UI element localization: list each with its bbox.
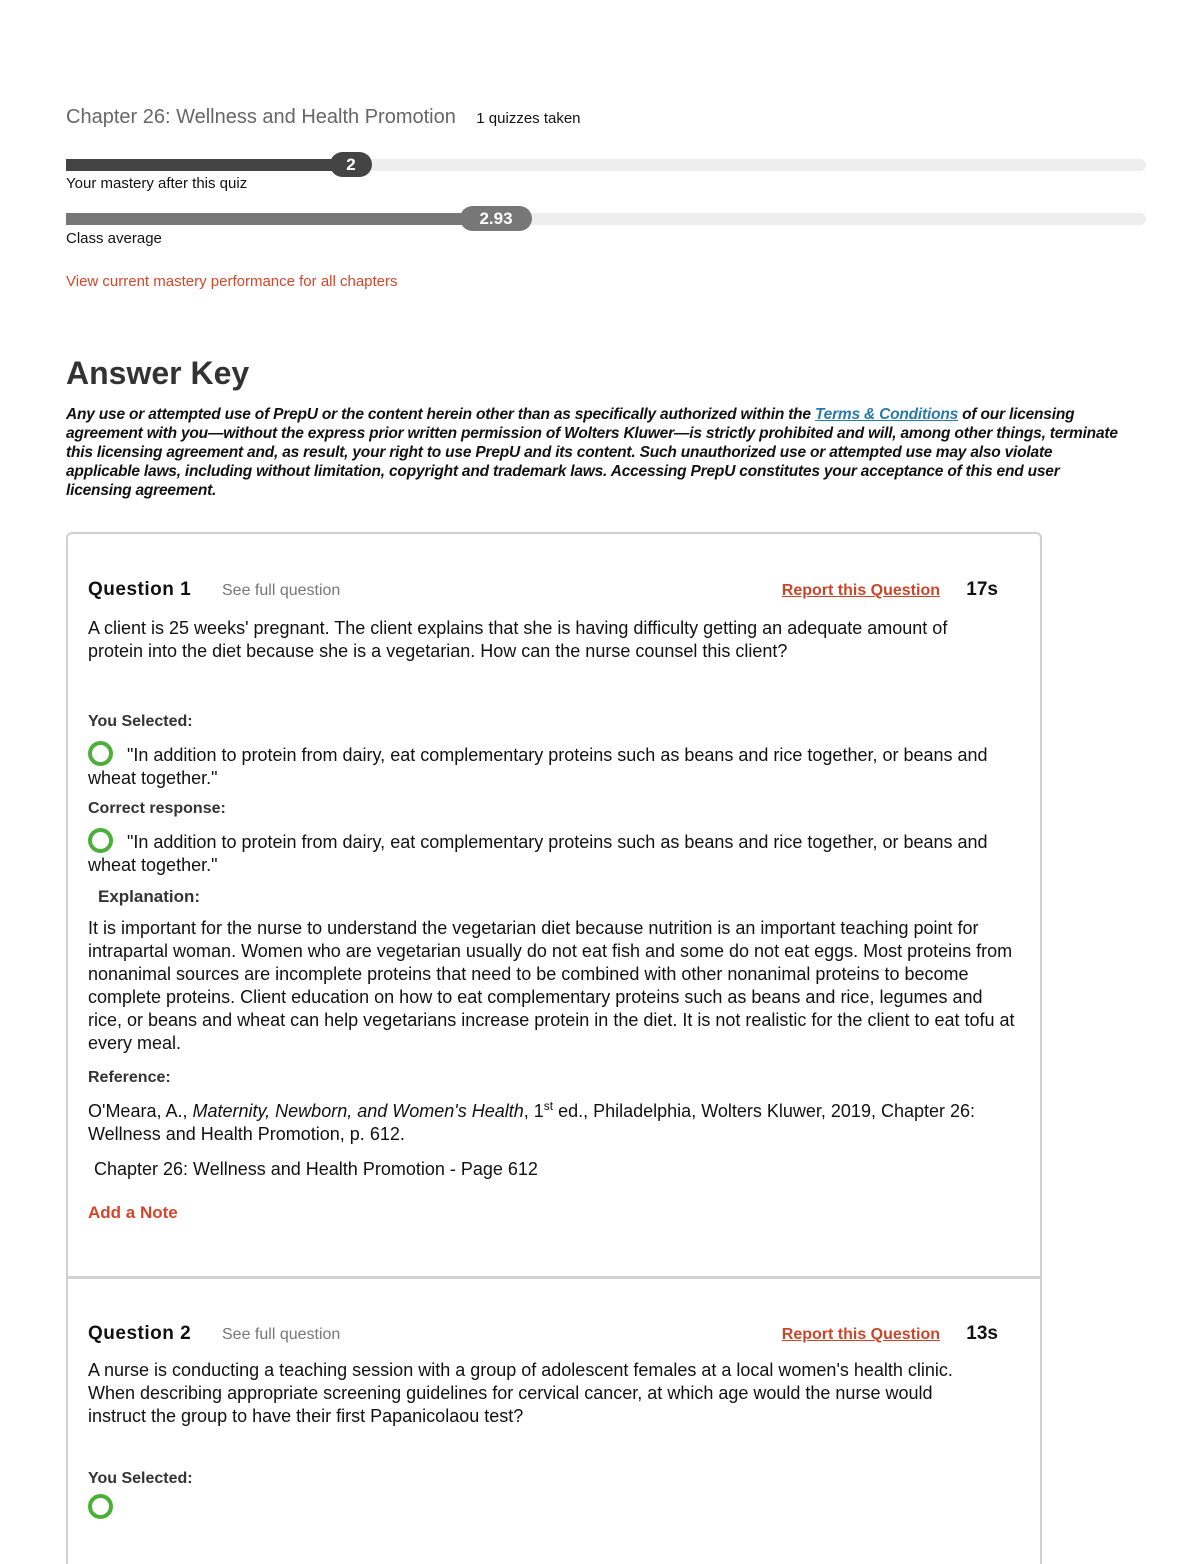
- class-average-bar: [66, 206, 1146, 230]
- disclaimer-text-after: of our licensing agreement with you—without the express prior written permission of Wolters Kluwer—is strictly prohibited and will, among other things, terminate this licensing agreement and, as result, your right to use PrepU and its content. Such unauthorized use or attempted use may also violate applicable laws, including without limitation, copyright and trademark laws. Accessing PrepU constitutes your acceptance of this end user licensing agreement.: [66, 406, 1118, 499]
- correct-answer-text: "In addition to protein from dairy, eat complementary proteins such as beans and rice together, or beans and wheat together.": [88, 832, 988, 875]
- question-1: [88, 579, 1018, 1223]
- selected-answer: [88, 741, 1008, 790]
- question-number: Question 1: [88, 579, 192, 600]
- reference-text: [88, 1095, 1018, 1146]
- correct-answer: [88, 828, 1008, 877]
- reference-book-title: Maternity, Newborn, and Women's Health: [192, 1101, 524, 1121]
- explanation-text: It is important for the nurse to understand the vegetarian diet because nutrition is an important teaching point for intrapartal woman. Women who are vegetarian usually do not eat fish and some do not eat eggs. Most proteins from nonanimal sources are incomplete proteins that need to be combined with other nonanimal proteins to become complete proteins. Client education on how to eat complementary proteins such as beans and rice, legumes and rice, or beans and wheat can help vegetarians increase protein in the diet. It is not realistic for the client to eat tofu at every meal.: [88, 918, 1015, 1053]
- chapter-title: Chapter 26: Wellness and Health Promotion: [66, 106, 456, 128]
- report-question-link[interactable]: Report this Question: [781, 1326, 940, 1343]
- your-mastery-label: Your mastery after this quiz: [66, 175, 248, 192]
- selected-answer: [88, 1494, 1008, 1520]
- see-full-question-link[interactable]: See full question: [222, 582, 341, 599]
- reference-author: O'Meara, A.,: [88, 1101, 193, 1121]
- correct-circle-icon: [88, 828, 113, 853]
- answer-key-title: Answer Key: [66, 355, 250, 391]
- class-average-value: 2.93: [460, 206, 532, 231]
- question-text: A client is 25 weeks' pregnant. The client explains that she is having difficulty getting an adequate amount of protein into the diet because she is a vegetarian. How can the nurse counsel this client?: [88, 618, 948, 661]
- chapter-header: [66, 106, 581, 129]
- reference-edition-suffix: st: [543, 1099, 554, 1113]
- your-mastery-bar: [66, 152, 1146, 176]
- your-mastery-fill: [66, 159, 336, 171]
- quizzes-taken-count: 1 quizzes taken: [476, 110, 581, 127]
- page-reference: Chapter 26: Wellness and Health Promotion - Page 612: [94, 1159, 538, 1179]
- terms-conditions-link[interactable]: Terms & Conditions: [814, 406, 959, 423]
- question-header: [88, 1323, 1018, 1351]
- you-selected-label: You Selected:: [88, 1470, 193, 1487]
- report-question-link[interactable]: Report this Question: [781, 582, 940, 599]
- question-time: 13s: [966, 1323, 998, 1344]
- you-selected-label: You Selected:: [88, 713, 193, 730]
- question-time: 17s: [966, 579, 998, 600]
- question-header: [88, 579, 1018, 607]
- question-2: [88, 1323, 1018, 1520]
- explanation-label: Explanation:: [98, 887, 201, 906]
- license-disclaimer: [66, 405, 1126, 500]
- correct-response-label: Correct response:: [88, 800, 226, 817]
- correct-circle-icon: [88, 741, 113, 766]
- question-list-card: [66, 532, 1042, 1564]
- selected-answer-text: "In addition to protein from dairy, eat complementary proteins such as beans and rice together, or beans and wheat together.": [88, 745, 988, 788]
- correct-circle-icon: [88, 1494, 113, 1519]
- question-text: A nurse is conducting a teaching session with a group of adolescent females at a local women's health clinic. When describing appropriate screening guidelines for cervical cancer, at which age would the nurse would instruct the group to have their first Papanicolaou test?: [88, 1360, 953, 1426]
- add-note-link[interactable]: Add a Note: [88, 1203, 178, 1222]
- reference-label: Reference:: [88, 1069, 171, 1086]
- class-average-fill: [66, 213, 466, 225]
- question-number: Question 2: [88, 1323, 192, 1344]
- question-divider: [68, 1276, 1040, 1279]
- disclaimer-text-before: Any use or attempted use of PrepU or the content herein other than as specifically authorized within the: [66, 406, 815, 423]
- view-mastery-link[interactable]: View current mastery performance for all chapters: [66, 273, 398, 290]
- see-full-question-link[interactable]: See full question: [222, 1326, 341, 1343]
- reference-edition: , 1: [523, 1101, 544, 1121]
- class-average-label: Class average: [66, 230, 162, 247]
- your-mastery-value: 2: [330, 152, 372, 177]
- reference-details: ed., Philadelphia, Wolters Kluwer, 2019, Chapter 26: Wellness and Health Promotion, p. 612.: [88, 1101, 976, 1144]
